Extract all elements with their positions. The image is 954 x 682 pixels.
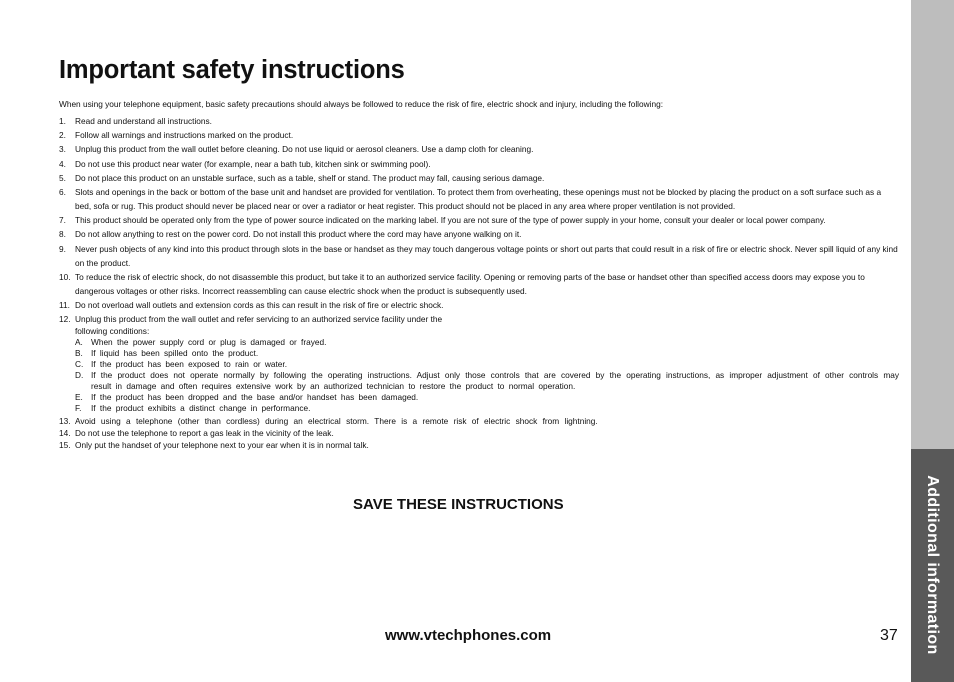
item-number: 7. <box>59 215 66 226</box>
list-item <box>59 242 899 270</box>
condition-text: If the product has been dropped and the base and/or handset has been damaged. <box>91 392 419 403</box>
item-number: 9. <box>59 243 66 254</box>
list-item <box>59 128 899 142</box>
item-text: Read and understand all instructions. <box>75 116 212 126</box>
list-item <box>59 142 899 156</box>
item-text: Do not use the telephone to report a gas leak in the vicinity of the leak. <box>75 428 334 439</box>
condition-letter: E. <box>75 392 83 403</box>
item-text: Do not overload wall outlets and extension cords as this can result in the risk of fire or electric shock. <box>75 299 444 310</box>
item-text: Never push objects of any kind into this product through slots in the base or handset as they may touch dangerous voltage points or short out parts that could result in a risk of fire or electric shock. Never spill liquid of any kind on the product. <box>75 243 898 268</box>
item-text: Only put the handset of your telephone next to your ear when it is in normal talk. <box>75 439 369 450</box>
list-item <box>59 312 899 326</box>
item-number: 3. <box>59 144 66 155</box>
item-number: 4. <box>59 158 66 169</box>
safety-instructions-list <box>59 114 899 451</box>
condition-text: If the product does not operate normally by following the operating instructions. Adjust only those controls that are covered by the operating instructions, as improper adjustment of other controls may result in damage and often requires extensive work by an authorized technician to restore the product to normal operation. <box>91 370 899 392</box>
condition-item <box>59 403 899 414</box>
item-text: Slots and openings in the back or bottom of the base unit and handset are provided for ventilation. To protect them from overheating, these openings must not be blocked by placing the product on a soft surface such as a bed, sofa or rug. This product should never be placed near or over a radiator or heat register. This product should not be placed in any area where proper ventilation is not provided. <box>75 186 882 211</box>
item-number: 15. <box>59 439 71 450</box>
condition-item <box>59 348 899 359</box>
item-number: 14. <box>59 428 71 439</box>
conditions-intro: following conditions: <box>75 326 150 337</box>
item-number: 13. <box>59 416 71 427</box>
item-number: 8. <box>59 229 66 240</box>
item-number: 6. <box>59 186 66 197</box>
list-item <box>59 171 899 185</box>
condition-item <box>59 337 899 348</box>
list-item <box>59 440 899 451</box>
condition-letter: C. <box>75 359 84 370</box>
condition-item <box>59 359 899 370</box>
condition-item <box>59 370 899 392</box>
item-number: 12. <box>59 314 71 325</box>
list-item <box>59 298 899 312</box>
side-tab-label: Additional information <box>924 475 941 655</box>
item-number: 11. <box>59 299 70 310</box>
list-item <box>59 213 899 227</box>
page-title: Important safety instructions <box>59 56 405 84</box>
item-text: To reduce the risk of electric shock, do not disassemble this product, but take it to an authorized service facility. Opening or removing parts of the base or handset other than specified access doors may expose you to dangerous voltages or other risks. Incorrect reassembling can cause electric shock when the product is subsequently used. <box>75 271 865 296</box>
list-item <box>59 185 899 213</box>
item-text: This product should be operated only from the type of power source indicated on the marking label. If you are not sure of the type of power supply in your home, consult your dealer or local power company. <box>75 215 826 226</box>
item-text: Follow all warnings and instructions marked on the product. <box>75 130 294 141</box>
item-text: Unplug this product from the wall outlet before cleaning. Do not use liquid or aerosol cleaners. Use a damp cloth for cleaning. <box>75 144 534 155</box>
list-item <box>59 227 899 241</box>
intro-paragraph: When using your telephone equipment, basic safety precautions should always be followed to reduce the risk of fire, electric shock and injury, including the following: <box>59 99 664 109</box>
condition-item <box>59 392 899 403</box>
item-text: Unplug this product from the wall outlet and refer servicing to an authorized service facility under the <box>75 314 443 325</box>
condition-letter: D. <box>75 370 84 381</box>
condition-letter: F. <box>75 403 82 414</box>
item-number: 10. <box>59 271 71 282</box>
condition-text: When the power supply cord or plug is damaged or frayed. <box>91 337 327 348</box>
list-item <box>59 428 899 439</box>
condition-letter: A. <box>75 337 83 348</box>
list-item <box>59 114 899 128</box>
item-text: Avoid using a telephone (other than cordless) during an electrical storm. There is a remote risk of electric shock from lightning. <box>75 416 598 427</box>
item-text: Do not place this product on an unstable surface, such as a table, shelf or stand. The product may fall, causing serious damage. <box>75 172 545 183</box>
condition-text: If liquid has been spilled onto the product. <box>91 348 259 359</box>
item-text: Do not allow anything to rest on the power cord. Do not install this product where the cord may have anyone walking on it. <box>75 229 522 240</box>
item-number: 1. <box>59 116 66 126</box>
item-text: Do not use this product near water (for example, near a bath tub, kitchen sink or swimming pool). <box>75 158 431 169</box>
item-number: 5. <box>59 172 66 183</box>
list-item <box>59 414 899 428</box>
list-item <box>59 157 899 171</box>
condition-text: If the product has been exposed to rain or water. <box>91 359 288 370</box>
condition-text: If the product exhibits a distinct change in performance. <box>91 403 311 414</box>
page-number: 37 <box>880 627 898 644</box>
website-link[interactable]: www.vtechphones.com <box>385 627 552 644</box>
condition-letter: B. <box>75 348 83 359</box>
item-number: 2. <box>59 130 66 141</box>
save-instructions-heading: SAVE THESE INSTRUCTIONS <box>353 496 564 513</box>
list-item <box>59 270 899 298</box>
